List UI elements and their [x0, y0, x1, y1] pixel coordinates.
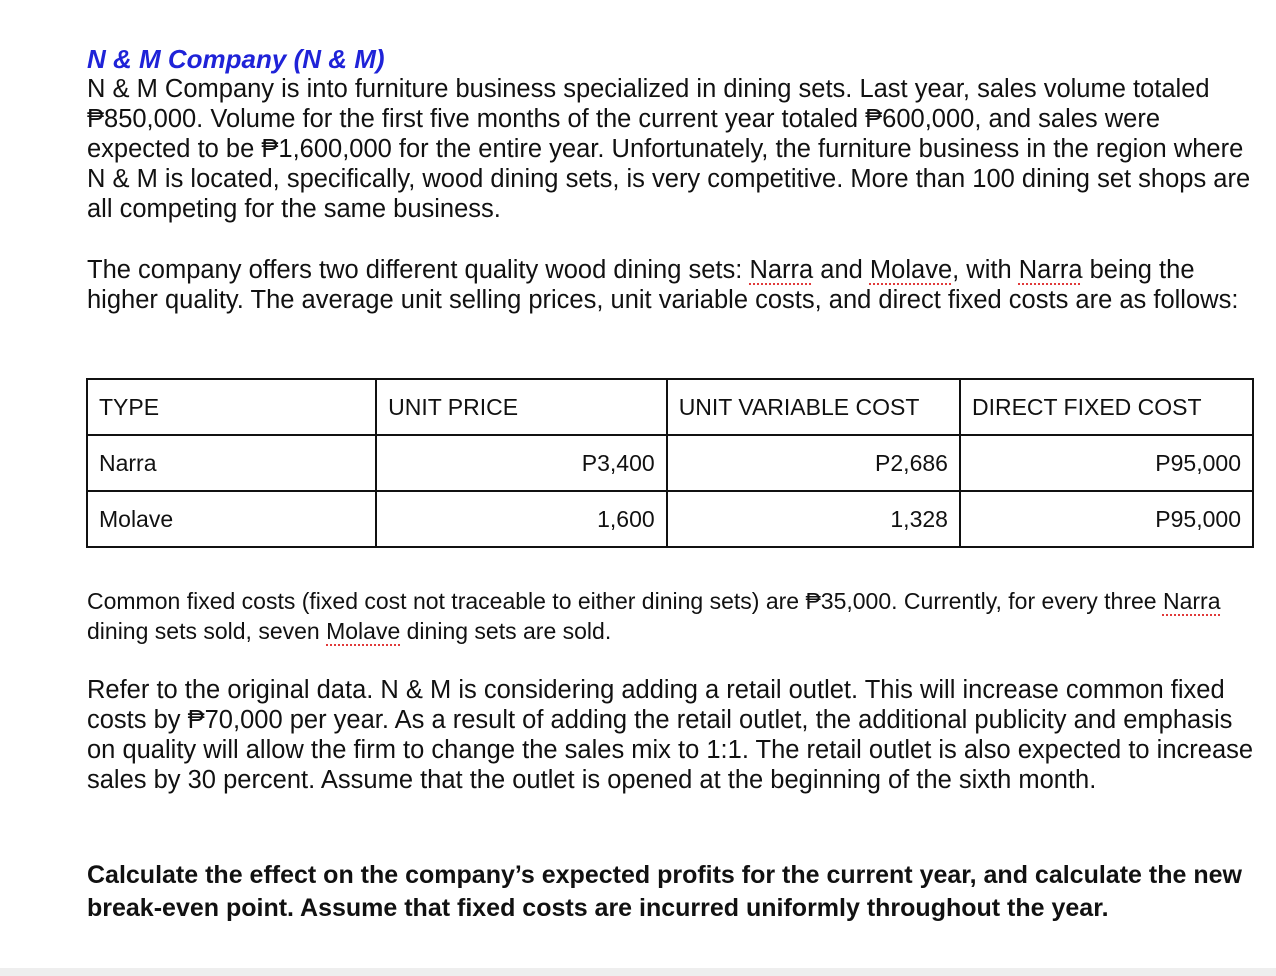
products-paragraph	[87, 255, 1262, 315]
bottom-edge	[0, 968, 1276, 976]
cell-direct-fixed-cost: P95,000	[960, 435, 1253, 491]
narra-word-2: Narra	[1018, 256, 1083, 284]
common-text-1: Common fixed costs (fixed cost not traceable to either dining sets) are ₱35,000. Currently, for every three	[87, 588, 1163, 614]
header-type: TYPE	[87, 379, 376, 435]
molave-word: Molave	[869, 256, 953, 284]
cell-direct-fixed-cost: P95,000	[960, 491, 1253, 547]
narra-word-3: Narra	[1162, 588, 1221, 614]
header-unit-variable-cost: UNIT VARIABLE COST	[667, 379, 960, 435]
products-text-3: , with	[952, 256, 1019, 284]
question-paragraph: Calculate the effect on the company’s expected profits for the current year, and calculate the new break-even point. Assume that fixed costs are incurred uniformly throughout the year.	[87, 861, 1242, 922]
cell-unit-variable-cost: P2,686	[667, 435, 960, 491]
common-text-2: dining sets sold, seven	[87, 618, 327, 644]
cell-unit-variable-cost: 1,328	[667, 491, 960, 547]
header-direct-fixed-cost: DIRECT FIXED COST	[960, 379, 1253, 435]
table-row	[87, 491, 1253, 547]
cell-unit-price: 1,600	[376, 491, 667, 547]
cell-type: Narra	[87, 435, 376, 491]
products-text-2: and	[813, 256, 870, 284]
document-title: N & M Company (N & M)	[87, 44, 385, 74]
products-text-4: being the higher quality. The average unit selling prices, unit variable costs, and direct fixed costs are as follows:	[87, 256, 1239, 314]
table-row	[87, 435, 1253, 491]
header-unit-price: UNIT PRICE	[376, 379, 667, 435]
table-header-row	[87, 379, 1253, 435]
products-text-1: The company offers two different quality wood dining sets:	[87, 256, 750, 284]
narra-word: Narra	[749, 256, 814, 284]
molave-word-2: Molave	[326, 618, 401, 644]
cost-table	[86, 378, 1254, 548]
cell-unit-price: P3,400	[376, 435, 667, 491]
cell-type: Molave	[87, 491, 376, 547]
common-costs-paragraph	[87, 586, 1262, 646]
retail-outlet-paragraph: Refer to the original data. N & M is considering adding a retail outlet. This will increase common fixed costs by ₱70,000 per year. As a result of adding the retail outlet, the additional publicity and emphasis on quality will allow the firm to change the sales mix to 1:1. The retail outlet is also expected to increase sales by 30 percent. Assume that the outlet is opened at the beginning of the sixth month.	[87, 676, 1254, 794]
common-text-3: dining sets are sold.	[400, 618, 612, 644]
intro-paragraph: N & M Company is into furniture business specialized in dining sets. Last year, sales volume totaled ₱850,000. Volume for the first five months of the current year totaled ₱600,000, and sales were expected to be ₱1,600,000 for the entire year. Unfortunately, the furniture business in the region where N & M is located, specifically, wood dining sets, is very competitive. More than 100 dining set shops are all competing for the same business.	[87, 75, 1251, 223]
